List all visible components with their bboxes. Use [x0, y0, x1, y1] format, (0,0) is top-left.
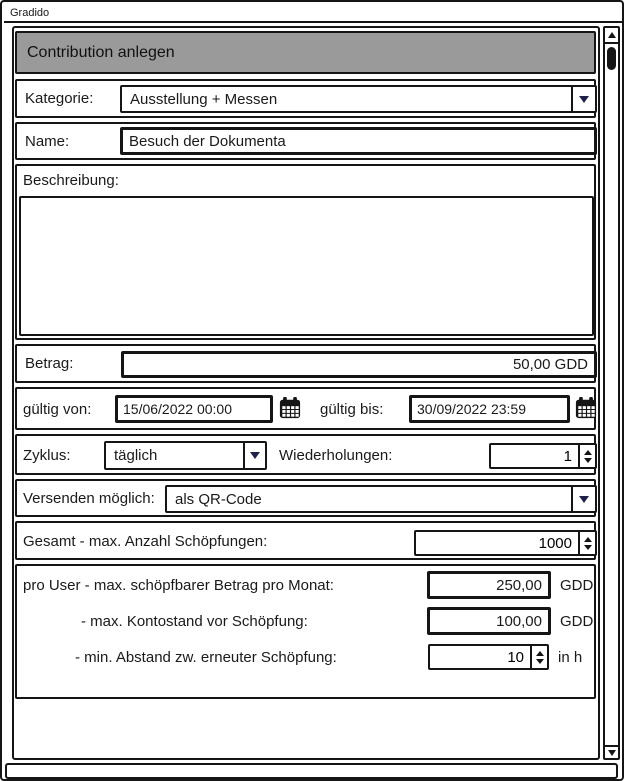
gueltig-von-input[interactable] — [115, 395, 273, 423]
kategorie-label: Kategorie: — [25, 90, 94, 107]
abstand-stepper[interactable] — [428, 644, 549, 670]
arrow-up-icon — [584, 537, 592, 542]
zyklus-label: Zyklus: — [23, 447, 71, 464]
kategorie-selected-value: Ausstellung + Messen — [130, 91, 278, 108]
name-input[interactable] — [120, 127, 597, 155]
name-label: Name: — [25, 133, 70, 150]
beschreibung-label: Beschreibung: — [23, 172, 119, 189]
arrow-down-icon — [536, 659, 544, 664]
scrollbar-thumb[interactable] — [607, 47, 616, 70]
beschreibung-section — [15, 164, 596, 340]
versenden-dropdown-button[interactable] — [571, 487, 595, 511]
arrow-down-icon — [608, 750, 616, 756]
zyklus-dropdown-button[interactable] — [243, 443, 265, 468]
gesamt-stepper[interactable] — [414, 530, 597, 556]
window-title-bar — [4, 4, 622, 23]
chevron-down-icon — [579, 496, 589, 503]
scrollbar-down-button[interactable] — [605, 745, 618, 758]
zyklus-row — [15, 434, 596, 475]
gesamt-row — [15, 521, 596, 560]
arrow-down-icon — [584, 545, 592, 550]
gueltig-bis-input[interactable] — [409, 395, 570, 423]
up-down-arrows-icon[interactable] — [530, 646, 547, 668]
betrag-input[interactable] — [121, 351, 597, 378]
pro-user-betrag-unit: GDD — [560, 577, 594, 594]
name-row — [15, 122, 596, 160]
bottom-bar — [5, 763, 618, 779]
wiederholungen-label: Wiederholungen: — [279, 447, 393, 464]
chevron-down-icon — [579, 96, 589, 103]
arrow-up-icon — [536, 651, 544, 656]
vertical-scrollbar[interactable] — [603, 26, 620, 760]
contribution-form-panel — [12, 26, 600, 760]
gesamt-label: Gesamt - max. Anzahl Schöpfungen: — [23, 533, 268, 550]
kategorie-select[interactable] — [120, 85, 597, 113]
abstand-label: - min. Abstand zw. erneuter Schöpfung: — [75, 649, 337, 666]
zyklus-selected-value: täglich — [114, 447, 158, 464]
dialog-title: Contribution anlegen — [27, 44, 175, 61]
kontostand-label: - max. Kontostand vor Schöpfung: — [81, 613, 308, 630]
versenden-label: Versenden möglich: — [23, 490, 155, 507]
abstand-input[interactable] — [430, 646, 530, 668]
kontostand-input[interactable] — [427, 607, 551, 635]
arrow-down-icon — [584, 458, 592, 463]
beschreibung-textarea[interactable] — [19, 196, 594, 336]
scrollbar-up-button[interactable] — [605, 28, 618, 44]
arrow-up-icon — [608, 32, 616, 38]
dialog-header — [15, 31, 596, 74]
betrag-row — [15, 344, 596, 383]
chevron-down-icon — [250, 452, 260, 459]
betrag-label: Betrag: — [25, 355, 74, 372]
gueltig-von-label: gültig von: — [23, 401, 92, 418]
pro-user-betrag-input[interactable] — [427, 571, 551, 599]
gesamt-input[interactable] — [416, 532, 578, 554]
gueltig-bis-label: gültig bis: — [320, 401, 384, 418]
window-title: Gradido — [10, 7, 50, 19]
kategorie-dropdown-button[interactable] — [571, 87, 595, 111]
up-down-arrows-icon[interactable] — [578, 532, 595, 554]
arrow-up-icon — [584, 450, 592, 455]
up-down-arrows-icon[interactable] — [578, 445, 595, 467]
calendar-icon[interactable] — [575, 397, 597, 424]
gueltig-row — [15, 387, 596, 430]
zyklus-select[interactable] — [104, 441, 267, 470]
kategorie-row — [15, 79, 596, 118]
kontostand-unit: GDD — [560, 613, 594, 630]
calendar-icon[interactable] — [279, 397, 301, 424]
versenden-row — [15, 479, 596, 517]
wiederholungen-input[interactable] — [491, 445, 578, 467]
pro-user-betrag-label: pro User - max. schöpfbarer Betrag pro Monat: — [23, 577, 334, 594]
abstand-unit: in h — [558, 649, 583, 666]
versenden-select[interactable] — [165, 485, 597, 513]
versenden-selected-value: als QR-Code — [175, 491, 262, 508]
pro-user-section — [15, 564, 596, 699]
wiederholungen-stepper[interactable] — [489, 443, 597, 469]
